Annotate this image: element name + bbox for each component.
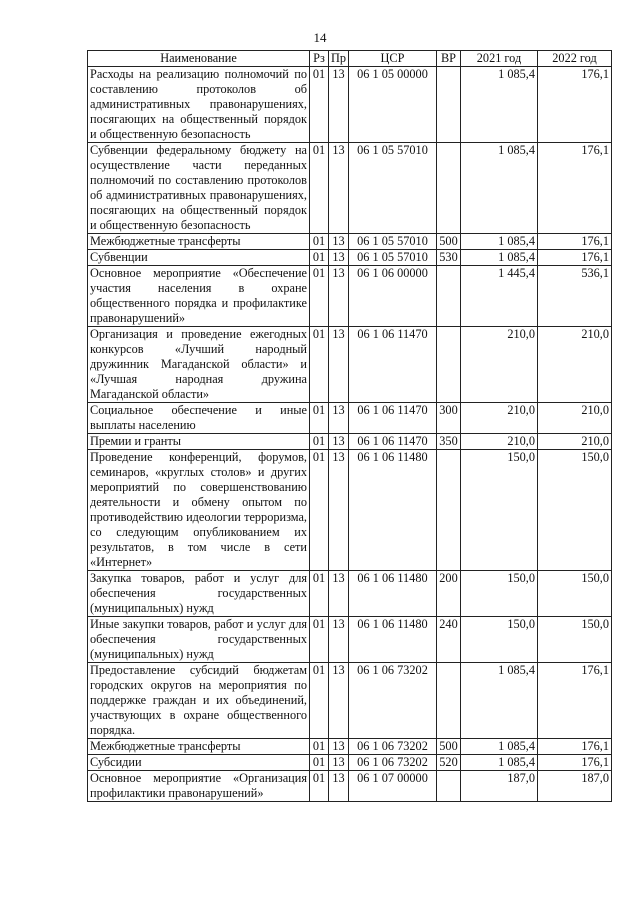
- row-2022: 210,0: [538, 434, 612, 450]
- row-pr: 13: [329, 771, 349, 802]
- row-rz: 01: [310, 250, 329, 266]
- header-name: Наименование: [88, 51, 310, 67]
- row-vr: [437, 450, 461, 571]
- row-2021: 210,0: [461, 403, 538, 434]
- row-csr: 06 1 06 11470: [349, 403, 437, 434]
- row-csr: 06 1 06 11480: [349, 450, 437, 571]
- row-pr: 13: [329, 571, 349, 617]
- page-number: 14: [313, 30, 327, 45]
- row-pr: 13: [329, 663, 349, 739]
- row-2022: 176,1: [538, 663, 612, 739]
- row-name: Проведение конференций, форумов, семинаров, «круглых столов» и других мероприятий по совершенствованию деятельности и обмену опытом по противодействию идеологии терроризма, со следующим опубликованием их результатов, в том числе в сети «Интернет»: [88, 450, 310, 571]
- row-2022: 536,1: [538, 266, 612, 327]
- row-rz: 01: [310, 617, 329, 663]
- row-2022: 176,1: [538, 250, 612, 266]
- row-pr: 13: [329, 403, 349, 434]
- row-csr: 06 1 06 11470: [349, 434, 437, 450]
- row-2021: 1 085,4: [461, 234, 538, 250]
- row-pr: 13: [329, 67, 349, 143]
- row-vr: 240: [437, 617, 461, 663]
- row-pr: 13: [329, 250, 349, 266]
- row-rz: 01: [310, 234, 329, 250]
- row-2022: 187,0: [538, 771, 612, 802]
- row-2021: 1 085,4: [461, 739, 538, 755]
- row-2021: 1 085,4: [461, 250, 538, 266]
- row-rz: 01: [310, 403, 329, 434]
- row-rz: 01: [310, 327, 329, 403]
- row-2021: 210,0: [461, 327, 538, 403]
- table-row: [88, 571, 612, 617]
- row-rz: 01: [310, 771, 329, 802]
- row-2022: 176,1: [538, 67, 612, 143]
- row-csr: 06 1 06 73202: [349, 739, 437, 755]
- header-2021: 2021 год: [461, 51, 538, 67]
- row-name: Предоставление субсидий бюджетам городских округов на мероприятия по поддержке граждан и их объединений, участвующих в охране общественного порядка.: [88, 663, 310, 739]
- row-2022: 210,0: [538, 403, 612, 434]
- header-rz: Рз: [310, 51, 329, 67]
- row-rz: 01: [310, 755, 329, 771]
- row-vr: 500: [437, 234, 461, 250]
- row-2021: 187,0: [461, 771, 538, 802]
- table-row: [88, 739, 612, 755]
- row-rz: 01: [310, 266, 329, 327]
- row-csr: 06 1 05 00000: [349, 67, 437, 143]
- budget-table: [87, 50, 612, 802]
- row-vr: 350: [437, 434, 461, 450]
- row-vr: 500: [437, 739, 461, 755]
- row-rz: 01: [310, 571, 329, 617]
- table-row: [88, 250, 612, 266]
- row-vr: 200: [437, 571, 461, 617]
- row-name: Субсидии: [88, 755, 310, 771]
- row-2021: 1 085,4: [461, 663, 538, 739]
- row-name: Основное мероприятие «Организация профилактики правонарушений»: [88, 771, 310, 802]
- row-2021: 1 085,4: [461, 67, 538, 143]
- row-csr: 06 1 06 11480: [349, 571, 437, 617]
- row-2022: 210,0: [538, 327, 612, 403]
- row-csr: 06 1 05 57010: [349, 250, 437, 266]
- table-row: [88, 234, 612, 250]
- row-csr: 06 1 06 00000: [349, 266, 437, 327]
- table-row: [88, 327, 612, 403]
- row-vr: [437, 663, 461, 739]
- row-2022: 176,1: [538, 143, 612, 234]
- row-2022: 150,0: [538, 571, 612, 617]
- table-row: [88, 755, 612, 771]
- row-rz: 01: [310, 663, 329, 739]
- header-csr: ЦСР: [349, 51, 437, 67]
- row-2022: 176,1: [538, 739, 612, 755]
- table-row: [88, 143, 612, 234]
- table-body: [88, 67, 612, 802]
- row-vr: 300: [437, 403, 461, 434]
- table-row: [88, 617, 612, 663]
- header-pr: Пр: [329, 51, 349, 67]
- table-row: [88, 67, 612, 143]
- table-row: [88, 663, 612, 739]
- row-2022: 176,1: [538, 234, 612, 250]
- row-csr: 06 1 05 57010: [349, 234, 437, 250]
- row-2021: 150,0: [461, 571, 538, 617]
- row-vr: [437, 266, 461, 327]
- row-2022: 150,0: [538, 450, 612, 571]
- row-pr: 13: [329, 234, 349, 250]
- row-name: Премии и гранты: [88, 434, 310, 450]
- row-2021: 210,0: [461, 434, 538, 450]
- row-pr: 13: [329, 434, 349, 450]
- row-rz: 01: [310, 739, 329, 755]
- row-name: Межбюджетные трансферты: [88, 739, 310, 755]
- row-name: Организация и проведение ежегодных конкурсов «Лучший народный дружинник Магаданской области» и «Лучшая народная дружина Магаданской области»: [88, 327, 310, 403]
- row-2021: 1 085,4: [461, 755, 538, 771]
- row-name: Субвенции: [88, 250, 310, 266]
- row-name: Закупка товаров, работ и услуг для обеспечения государственных (муниципальных) нужд: [88, 571, 310, 617]
- row-name: Иные закупки товаров, работ и услуг для обеспечения государственных (муниципальных) нужд: [88, 617, 310, 663]
- row-name: Межбюджетные трансферты: [88, 234, 310, 250]
- row-csr: 06 1 07 00000: [349, 771, 437, 802]
- row-vr: 530: [437, 250, 461, 266]
- row-rz: 01: [310, 67, 329, 143]
- row-pr: 13: [329, 143, 349, 234]
- row-csr: 06 1 06 11480: [349, 617, 437, 663]
- table-row: [88, 434, 612, 450]
- row-csr: 06 1 05 57010: [349, 143, 437, 234]
- row-name: Социальное обеспечение и иные выплаты населению: [88, 403, 310, 434]
- row-name: Расходы на реализацию полномочий по составлению протоколов об административных правонарушениях, посягающих на общественный порядок и общественную безопасность: [88, 67, 310, 143]
- header-vr: ВР: [437, 51, 461, 67]
- row-rz: 01: [310, 450, 329, 571]
- row-pr: 13: [329, 450, 349, 571]
- row-csr: 06 1 06 73202: [349, 755, 437, 771]
- table-row: [88, 771, 612, 802]
- row-pr: 13: [329, 266, 349, 327]
- row-2021: 1 085,4: [461, 143, 538, 234]
- row-rz: 01: [310, 434, 329, 450]
- table-row: [88, 403, 612, 434]
- table-row: [88, 266, 612, 327]
- row-name: Основное мероприятие «Обеспечение участия населения в охране общественного порядка и профилактике правонарушений»: [88, 266, 310, 327]
- table-row: [88, 450, 612, 571]
- row-name: Субвенции федеральному бюджету на осуществление части переданных полномочий по составлению протоколов об административных правонарушениях, посягающих на общественный порядок и общественную безопасность: [88, 143, 310, 234]
- row-2021: 150,0: [461, 617, 538, 663]
- row-vr: [437, 771, 461, 802]
- row-pr: 13: [329, 327, 349, 403]
- row-2022: 150,0: [538, 617, 612, 663]
- row-vr: 520: [437, 755, 461, 771]
- row-pr: 13: [329, 739, 349, 755]
- row-rz: 01: [310, 143, 329, 234]
- row-2022: 176,1: [538, 755, 612, 771]
- row-csr: 06 1 06 11470: [349, 327, 437, 403]
- table-header-row: [88, 51, 612, 67]
- row-vr: [437, 327, 461, 403]
- row-pr: 13: [329, 755, 349, 771]
- row-pr: 13: [329, 617, 349, 663]
- row-2021: 1 445,4: [461, 266, 538, 327]
- header-2022: 2022 год: [538, 51, 612, 67]
- row-vr: [437, 143, 461, 234]
- row-vr: [437, 67, 461, 143]
- row-csr: 06 1 06 73202: [349, 663, 437, 739]
- row-2021: 150,0: [461, 450, 538, 571]
